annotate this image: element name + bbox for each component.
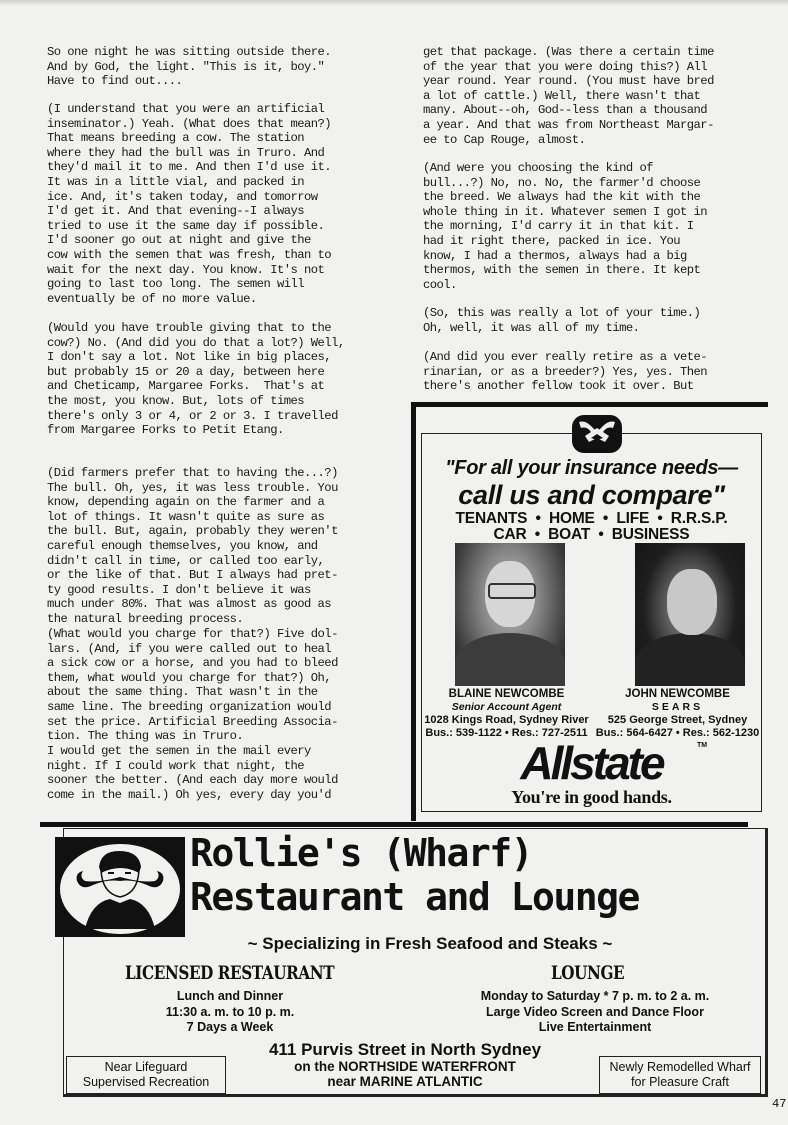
note-line: Newly Remodelled Wharf bbox=[609, 1059, 751, 1074]
mustached-man-icon bbox=[55, 837, 185, 937]
restaurant-address bbox=[235, 1040, 575, 1089]
page-number: 47 bbox=[772, 1097, 787, 1111]
specializing-banner: ~ Specializing in Fresh Seafood and Steaks ~ bbox=[247, 934, 613, 953]
paragraph: (And were you choosing the kind of bull...?) No, no. No, the farmer'd choose the breed. We always had the kit with the whole thing in it. Whatever semen I got in the morning, I'd carry it in that kit. I had it right there, packed in ice. You know, I had a thermos, always had a big thermos, with the semen in there. It kept cool. bbox=[423, 161, 708, 292]
paragraph: So one night he was sitting outside there. And by God, the light. "This is it, boy." Have to find out.... bbox=[47, 45, 332, 89]
address-line1: 411 Purvis Street in North Sydney bbox=[268, 1040, 542, 1059]
lounge-line: Live Entertainment bbox=[538, 1020, 652, 1034]
restaurant-line: 7 Days a Week bbox=[186, 1020, 274, 1034]
photo-face bbox=[667, 569, 717, 635]
restaurant-name-line2: Restaurant and Lounge bbox=[190, 875, 639, 919]
lifeguard-note-box bbox=[66, 1056, 226, 1094]
restaurant-name-line1: Rollie's (Wharf) bbox=[190, 831, 533, 875]
agent-address: 1028 Kings Road, Sydney River bbox=[424, 714, 589, 726]
agent-name: JOHN NEWCOMBE bbox=[625, 688, 730, 700]
lounge-line: Large Video Screen and Dance Floor bbox=[486, 1004, 704, 1019]
insurance-products-line1: TENANTS • HOME • LIFE • R.R.S.P. bbox=[455, 510, 728, 527]
licensed-restaurant-heading: LICENSED RESTAURANT bbox=[125, 962, 335, 984]
paragraph: (Did farmers prefer that to having the...?) The bull. Oh, yes, it was less trouble. You know, depending again on the farmer and a lot of things. It wasn't quite as sure as the bull. But, again, probably they weren't careful enough themselves, you know, and didn't call in time, or called too early, or the like of that. But I always had pret- ty good results. I don't believe it was much under 80%. That was almost as good as the natural breeding process. bbox=[47, 466, 338, 626]
agent-title: SEARS bbox=[651, 701, 704, 713]
agent-photo-blaine bbox=[455, 543, 565, 686]
page-top-shadow bbox=[0, 0, 788, 6]
agent-name: BLAINE NEWCOMBE bbox=[448, 688, 565, 700]
paragraph: (So, this was really a lot of your time.) Oh, well, it was all of my time. bbox=[423, 306, 701, 335]
restaurant-line: Lunch and Dinner bbox=[176, 989, 284, 1003]
good-hands-icon bbox=[572, 415, 622, 453]
lounge-line: Monday to Saturday * 7 p. m. to 2 a. m. bbox=[480, 989, 710, 1003]
allstate-tagline-line2: call us and compare" bbox=[458, 480, 725, 510]
divider-rule bbox=[40, 822, 748, 827]
paragraph: (What would you charge for that?) Five dol- lars. (And, if you were called out to heal a sick cow or a horse, and you had to bleed them, what would you charge for that?) Oh, about the same thing. That wasn't in the same line. The breeding organization would set the price. Artificial Breeding Associa- tion. The thing was in Truro. bbox=[47, 627, 338, 744]
agent-phones: Bus.: 539-1122 • Res.: 727-2511 bbox=[425, 727, 588, 739]
photo-suit bbox=[635, 633, 745, 686]
note-line: Supervised Recreation bbox=[82, 1075, 210, 1089]
photo-glasses bbox=[488, 583, 536, 599]
trademark-mark: TM bbox=[697, 742, 708, 749]
note-line: for Pleasure Craft bbox=[631, 1075, 729, 1089]
note-line: Near Lifeguard bbox=[104, 1059, 188, 1074]
allstate-logo: Allstate bbox=[520, 737, 663, 789]
paragraph: (Would you have trouble giving that to the cow?) No. (And did you do that a lot?) Well, I don't say a lot. Not like in big places, but probably 15 or 20 a day, between here and Cheticamp, Margaree Forks. That's at the most, you know. But, lots of times there's only 3 or 4, or 2 or 3. I travelled from Margaree Forks to Petit Etang. bbox=[47, 321, 345, 438]
paragraph: (And did you ever really retire as a vete- rinarian, or as a breeder?) Yes, yes. Then there's another fellow took it over. But bbox=[423, 350, 708, 394]
restaurant-hours bbox=[140, 989, 320, 1036]
allstate-slogan: You're in good hands. bbox=[511, 787, 672, 807]
address-line2: on the NORTHSIDE WATERFRONT bbox=[294, 1059, 516, 1074]
allstate-tagline-line1: "For all your insurance needs— bbox=[445, 457, 738, 479]
agent-phones: Bus.: 564-6427 • Res.: 562-1230 bbox=[595, 727, 760, 739]
agent-photo-john bbox=[635, 543, 745, 686]
agent-title: Senior Account Agent bbox=[451, 701, 562, 713]
paragraph: get that package. (Was there a certain time of the year that you were doing this?) All year round. Year round. (You must have bred a lot of cattle.) Well, there wasn't that many. About--oh, God--less than a thousand a year. And that was from Northeast Margar- ee to Cap Rouge, almost. bbox=[423, 45, 714, 147]
photo-suit bbox=[455, 633, 565, 686]
lounge-hours bbox=[440, 989, 750, 1036]
insurance-products-line2: CAR • BOAT • BUSINESS bbox=[493, 526, 690, 543]
agent-info-john bbox=[590, 688, 765, 740]
address-line3: near MARINE ATLANTIC bbox=[327, 1074, 483, 1089]
paragraph: (I understand that you were an artificial inseminator.) Yeah. (What does that mean?) That means breeding a cow. The station where they had the bull was in Truro. And they'd mail it to me. And then I'd use it. It was in a little vial, and packed in ice. And, it's taken today, and tomorrow I'd get it. And that evening--I always tried to use it the same day if possible. I'd sooner go out at night and give the cow with the semen that was fresh, than to wait for the next day. You know. It's not going to last too long. The semen will eventually be of no more value. bbox=[47, 102, 332, 306]
restaurant-line: 11:30 a. m. to 10 p. m. bbox=[165, 1004, 295, 1019]
wharf-note-box bbox=[599, 1056, 761, 1094]
paragraph: I would get the semen in the mail every night. If I could work that night, the sooner the better. (And each day more would come in the mail.) Oh yes, every day you'd bbox=[47, 744, 338, 802]
agent-address: 525 George Street, Sydney bbox=[607, 714, 748, 726]
lounge-heading: LOUNGE bbox=[551, 962, 625, 984]
agent-info-blaine bbox=[419, 688, 594, 740]
